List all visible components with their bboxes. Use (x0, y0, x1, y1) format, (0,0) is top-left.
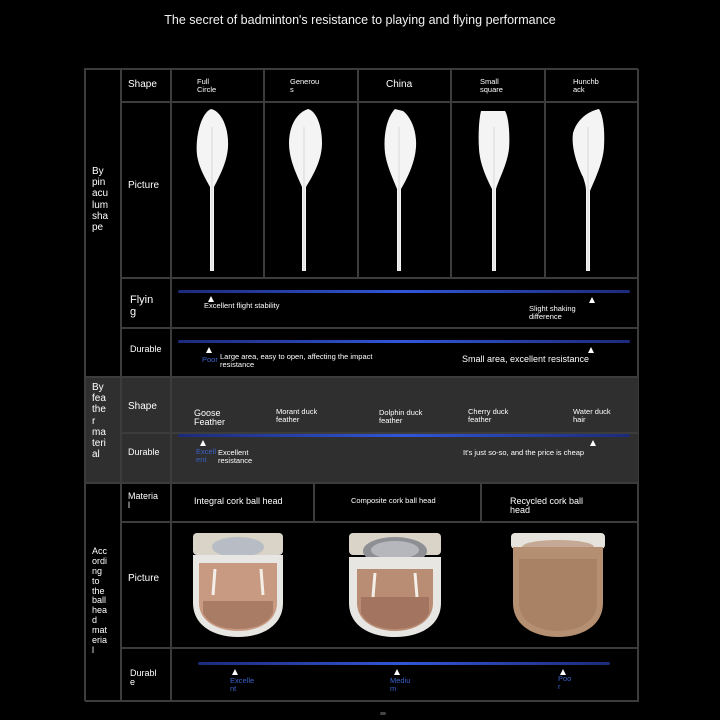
section2-durable-label-cell (121, 433, 171, 483)
section2-durable-cell (171, 433, 639, 483)
durable-label-cell (121, 328, 171, 377)
shape-name-5: Hunchb ack (573, 77, 599, 94)
rating-marker-2 (394, 669, 400, 675)
rating-marker-1 (232, 669, 238, 675)
section3-durable-cell (171, 648, 639, 702)
shape-cell-2 (264, 69, 358, 102)
integral-cork-head-icon (189, 533, 287, 639)
section2-marker-right (590, 440, 596, 446)
comparison-table (84, 68, 638, 701)
shape-label: Shape (128, 79, 157, 90)
head-name-2: Composite cork ball head (351, 496, 436, 505)
section3-durable-label-cell (121, 648, 171, 702)
material-row-cell (171, 377, 639, 433)
shape-name-1: Full Circle (197, 77, 217, 94)
durable-poor-text: Poor (202, 355, 218, 364)
rating-medium: Mediu m (390, 676, 411, 693)
section1-label: By pin acu lum sha pe (92, 166, 109, 233)
flying-left-text: Excellent flight stability (204, 301, 280, 310)
shape-cell-3 (358, 69, 451, 102)
head-cell-2 (314, 483, 481, 522)
section3-scale-bar (198, 662, 610, 665)
durable-label: Durable (130, 344, 162, 354)
flying-right-text: Slight shaking difference (529, 304, 576, 321)
head-cell-1 (171, 483, 314, 522)
durable-right-text: Small area, excellent resistance (462, 354, 590, 364)
bottom-decoration (380, 712, 386, 715)
flying-scale-bar (178, 290, 630, 293)
head-name-3: Recycled cork ball head (510, 496, 584, 516)
flying-bar-cell (171, 278, 639, 328)
section3-picture-label-cell (121, 522, 171, 648)
head-cell-3 (481, 483, 639, 522)
shape-name-3: China (386, 79, 413, 90)
section3-material-label-cell (121, 483, 171, 522)
flying-marker-right (589, 297, 595, 303)
durable-scale-bar (178, 340, 630, 343)
shape-cell-1 (171, 69, 264, 102)
durable-marker-left (206, 347, 212, 353)
feather-hunchback-icon (569, 107, 609, 275)
durable-left-text: Large area, easy to open, affecting the impact resistance (220, 352, 373, 369)
section3-picture-label: Picture (128, 573, 160, 584)
material-goose: Goose Feather (194, 408, 226, 428)
section3-header-cell (85, 483, 121, 702)
section3-durable-label: Durabl e (130, 668, 157, 688)
material-dolphin: Dolphin duck feather (379, 408, 423, 425)
section2-right-text: It's just so-so, and the price is cheap (463, 448, 585, 457)
section2-shape-label: Shape (128, 401, 157, 412)
shape-name-2: Generou s (290, 77, 320, 94)
feather-full-circle-icon (193, 107, 233, 275)
picture-label-cell (121, 102, 171, 278)
material-cherry: Cherry duck feather (468, 407, 509, 424)
durable-bar-cell (171, 328, 639, 377)
head-name-1: Integral cork ball head (194, 496, 283, 506)
section1-header-cell (85, 69, 121, 377)
section2-label: By fea the r ma teri al (92, 382, 106, 461)
composite-cork-head-icon (345, 533, 445, 639)
section2-marker-left (200, 440, 206, 446)
recycled-cork-head-icon (509, 533, 607, 639)
flying-label-cell (121, 278, 171, 328)
section2-excellent-blue: Excell ent (196, 447, 217, 464)
shape-cell-5 (545, 69, 639, 102)
feather-generous-icon (286, 107, 326, 275)
material-water: Water duck hair (573, 407, 611, 424)
rating-excellent: Excelle nt (230, 676, 255, 693)
feather-china-icon (381, 107, 421, 275)
picture-label: Picture (128, 180, 160, 191)
section2-left-text: Excellent resistance (218, 448, 253, 465)
material-morant: Morant duck feather (276, 407, 318, 424)
shape-name-4: Small square (480, 77, 503, 94)
shape-cell-4 (451, 69, 545, 102)
rating-poor: Poo r (558, 674, 572, 691)
durable-marker-right (588, 347, 594, 353)
section2-shape-label-cell (121, 377, 171, 433)
flying-label: Flyin g (130, 294, 154, 318)
section2-header-cell (85, 377, 121, 483)
feather-small-square-icon (475, 107, 515, 275)
page-title: The secret of badminton's resistance to playing and flying performance (164, 13, 556, 27)
section3-material-label: Materia l (128, 491, 159, 511)
section3-label: Acc ordi ng to the ball hea d mat eria l (92, 546, 108, 655)
shape-label-cell (121, 69, 171, 102)
section2-durable-label: Durable (128, 447, 160, 457)
